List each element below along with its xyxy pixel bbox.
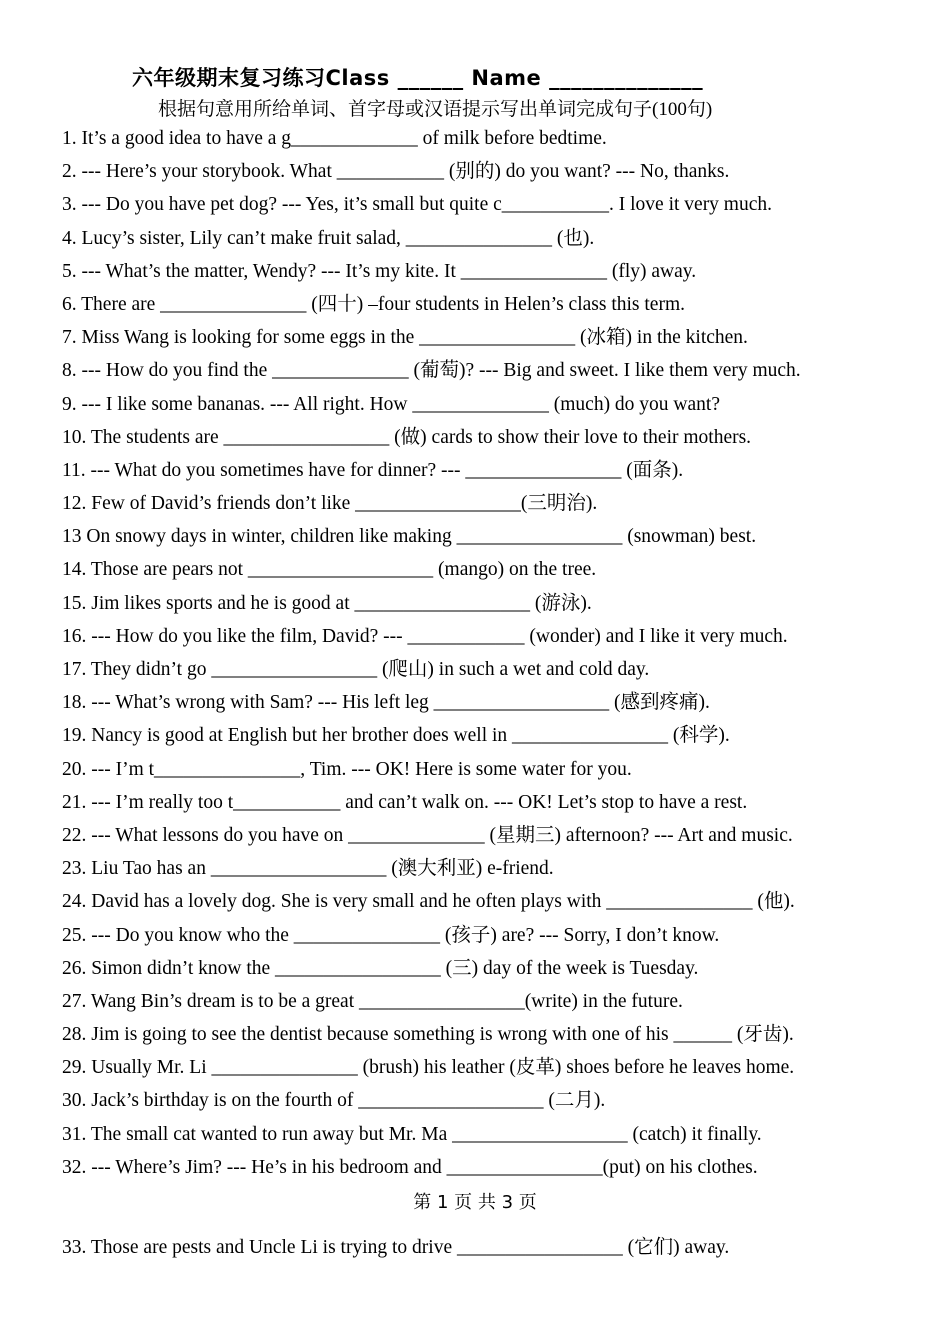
question-item: 6. There are _______________ (四十) –four students in Helen’s class this term.: [62, 293, 685, 315]
question-item: 28. Jim is going to see the dentist because something is wrong with one of his ______ (牙齿).: [62, 1024, 794, 1046]
question-item: 5. --- What’s the matter, Wendy? --- It’s my kite. It _______________ (fly) away.: [62, 260, 697, 282]
question-item: 4. Lucy’s sister, Lily can’t make fruit salad, _______________ (也).: [62, 227, 595, 249]
question-list: [62, 122, 902, 1184]
question-item: 17. They didn’t go _________________ (爬山) in such a wet and cold day.: [62, 659, 650, 680]
worksheet-instructions: 根据句意用所给单词、首字母或汉语提示写出单词完成句子(100句): [158, 99, 713, 120]
question-item: 22. --- What lessons do you have on ______________ (星期三) afternoon? --- Art and music.: [62, 824, 793, 846]
question-item: 10. The students are _________________ (做) cards to show their love to their mothers.: [62, 426, 752, 448]
question-item: 25. --- Do you know who the _______________ (孩子) are? --- Sorry, I don’t know.: [62, 924, 720, 946]
question-item: 33. Those are pests and Uncle Li is trying to drive _________________ (它们) away.: [62, 1237, 730, 1258]
question-item: 14. Those are pears not ___________________ (mango) on the tree.: [62, 559, 597, 581]
question-item: 3. --- Do you have pet dog? --- Yes, it’s small but quite c___________. I love it very much.: [62, 194, 773, 216]
question-item: 2. --- Here’s your storybook. What ___________ (别的) do you want? --- No, thanks.: [62, 161, 730, 183]
question-item: 23. Liu Tao has an __________________ (澳大利亚) e-friend.: [62, 858, 554, 880]
question-item: 29. Usually Mr. Li _______________ (brush) his leather (皮革) shoes before he leaves home.: [62, 1057, 795, 1079]
question-item: 16. --- How do you like the film, David? --- ____________ (wonder) and I like it very much.: [62, 625, 788, 647]
next-page-question-list: [62, 1231, 902, 1264]
question-item: 1. It’s a good idea to have a g_____________ of milk before bedtime.: [62, 128, 607, 149]
question-item: 19. Nancy is good at English but her brother does well in ________________ (科学).: [62, 725, 730, 747]
question-item: 31. The small cat wanted to run away but Mr. Ma __________________ (catch) it finally.: [62, 1123, 762, 1145]
question-item: 13 On snowy days in winter, children like making _________________ (snowman) best.: [62, 526, 757, 548]
question-item: 12. Few of David’s friends don’t like _________________(三明治).: [62, 493, 598, 515]
question-item: 20. --- I’m t_______________, Tim. --- OK! Here is some water for you.: [62, 758, 632, 780]
question-item: 9. --- I like some bananas. --- All right. How ______________ (much) do you want?: [62, 393, 720, 415]
question-item: 8. --- How do you find the ______________ (葡萄)? --- Big and sweet. I like them very much.: [62, 360, 801, 382]
question-item: 18. --- What’s wrong with Sam? --- His left leg __________________ (感到疼痛).: [62, 692, 710, 714]
question-item: 15. Jim likes sports and he is good at __________________ (游泳).: [62, 592, 592, 614]
question-item: 11. --- What do you sometimes have for dinner? --- ________________ (面条).: [62, 459, 684, 481]
question-item: 21. --- I’m really too t___________ and can’t walk on. --- OK! Let’s stop to have a rest.: [62, 791, 748, 813]
question-item: 32. --- Where’s Jim? --- He’s in his bedroom and ________________(put) on his clothes.: [62, 1156, 758, 1178]
question-item: 24. David has a lovely dog. She is very small and he often plays with _______________ (他).: [62, 891, 795, 913]
question-item: 7. Miss Wang is looking for some eggs in the ________________ (冰箱) in the kitchen.: [62, 327, 748, 349]
worksheet-title: 六年级期末复习练习Class ______ Name ______________: [132, 66, 704, 90]
question-item: 26. Simon didn’t know the _________________ (三) day of the week is Tuesday.: [62, 957, 699, 979]
question-item: 30. Jack’s birthday is on the fourth of ___________________ (二月).: [62, 1090, 606, 1112]
question-item: 27. Wang Bin’s dream is to be a great _________________(write) in the future.: [62, 990, 683, 1012]
page-number-footer: 第 1 页 共 3 页: [413, 1192, 537, 1213]
